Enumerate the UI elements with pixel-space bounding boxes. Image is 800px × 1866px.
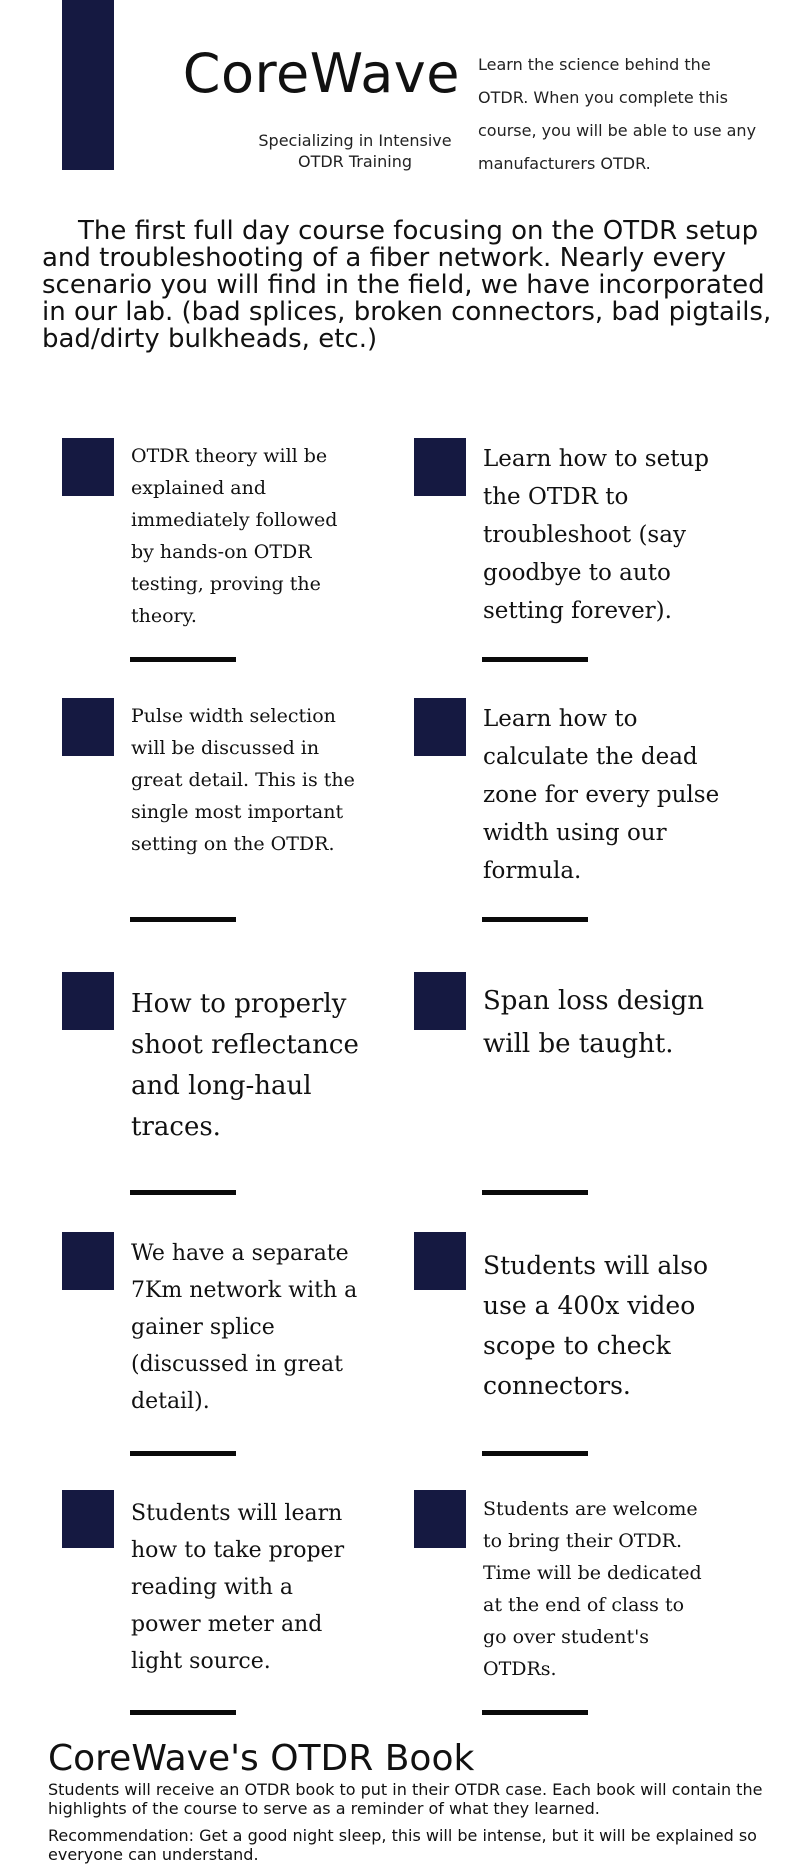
feature-text-7: We have a separate 7Km network with a gainer splice (discussed in great detail). bbox=[131, 1241, 358, 1414]
feature-marker bbox=[62, 438, 114, 496]
book-recommendation: Recommendation: Get a good night sleep, this will be intense, but it will be explained so everyone can understand. bbox=[48, 1826, 757, 1864]
feature-text-2: Learn how to setup the OTDR to troubleshoot (say goodbye to auto setting forever). bbox=[483, 446, 709, 624]
feature-text-5: How to properly shoot reflectance and long-haul traces. bbox=[131, 989, 359, 1142]
feature-marker bbox=[62, 698, 114, 756]
feature-text-4: Learn how to calculate the dead zone for every pulse width using our formula. bbox=[483, 706, 720, 884]
feature-divider bbox=[130, 1190, 236, 1195]
feature-text-3: Pulse width selection will be discussed in great detail. This is the single most important setting on the OTDR. bbox=[131, 705, 355, 855]
feature-divider bbox=[482, 1451, 588, 1456]
feature-divider bbox=[482, 657, 588, 662]
intro-paragraph: The first full day course focusing on the OTDR setup and troubleshooting of a fiber network. Nearly every scenario you will find in the field, we have incorporated in our lab. (bad splices, broken connectors, bad pigtails, bad/dirty bulkheads, etc.) bbox=[42, 216, 772, 354]
brand-tagline bbox=[250, 130, 460, 172]
feature-marker bbox=[414, 1232, 466, 1290]
feature-divider bbox=[482, 917, 588, 922]
feature-text-8: Students will also use a 400x video scope to check connectors. bbox=[483, 1251, 709, 1400]
feature-divider bbox=[130, 1710, 236, 1715]
feature-divider bbox=[130, 917, 236, 922]
feature-divider bbox=[482, 1710, 588, 1715]
header-blurb: Learn the science behind the OTDR. When you complete this course, you will be able to use any manufacturers OTDR. bbox=[478, 55, 757, 173]
feature-text-10: Students are welcome to bring their OTDR. Time will be dedicated at the end of class to go over student's OTDRs. bbox=[483, 1498, 702, 1680]
tagline-line-1: Specializing in Intensive bbox=[258, 131, 452, 150]
book-heading: CoreWave's OTDR Book bbox=[48, 1738, 475, 1779]
brand-title: CoreWave bbox=[182, 42, 460, 105]
feature-marker bbox=[62, 972, 114, 1030]
feature-marker bbox=[414, 438, 466, 496]
feature-divider bbox=[482, 1190, 588, 1195]
feature-marker bbox=[62, 1232, 114, 1290]
feature-marker bbox=[414, 972, 466, 1030]
book-paragraph: Students will receive an OTDR book to put in their OTDR case. Each book will contain the highlights of the course to serve as a reminder of what they learned. bbox=[48, 1780, 763, 1818]
feature-divider bbox=[130, 1451, 236, 1456]
feature-divider bbox=[130, 657, 236, 662]
feature-text-9: Students will learn how to take proper reading with a power meter and light source. bbox=[131, 1501, 345, 1674]
feature-text-6: Span loss design will be taught. bbox=[483, 986, 704, 1059]
header-accent-bar bbox=[62, 0, 114, 170]
feature-marker bbox=[414, 1490, 466, 1548]
feature-marker bbox=[62, 1490, 114, 1548]
feature-text-1: OTDR theory will be explained and immediately followed by hands-on OTDR testing, proving the theory. bbox=[131, 445, 338, 627]
tagline-line-2: OTDR Training bbox=[297, 152, 413, 171]
feature-marker bbox=[414, 698, 466, 756]
